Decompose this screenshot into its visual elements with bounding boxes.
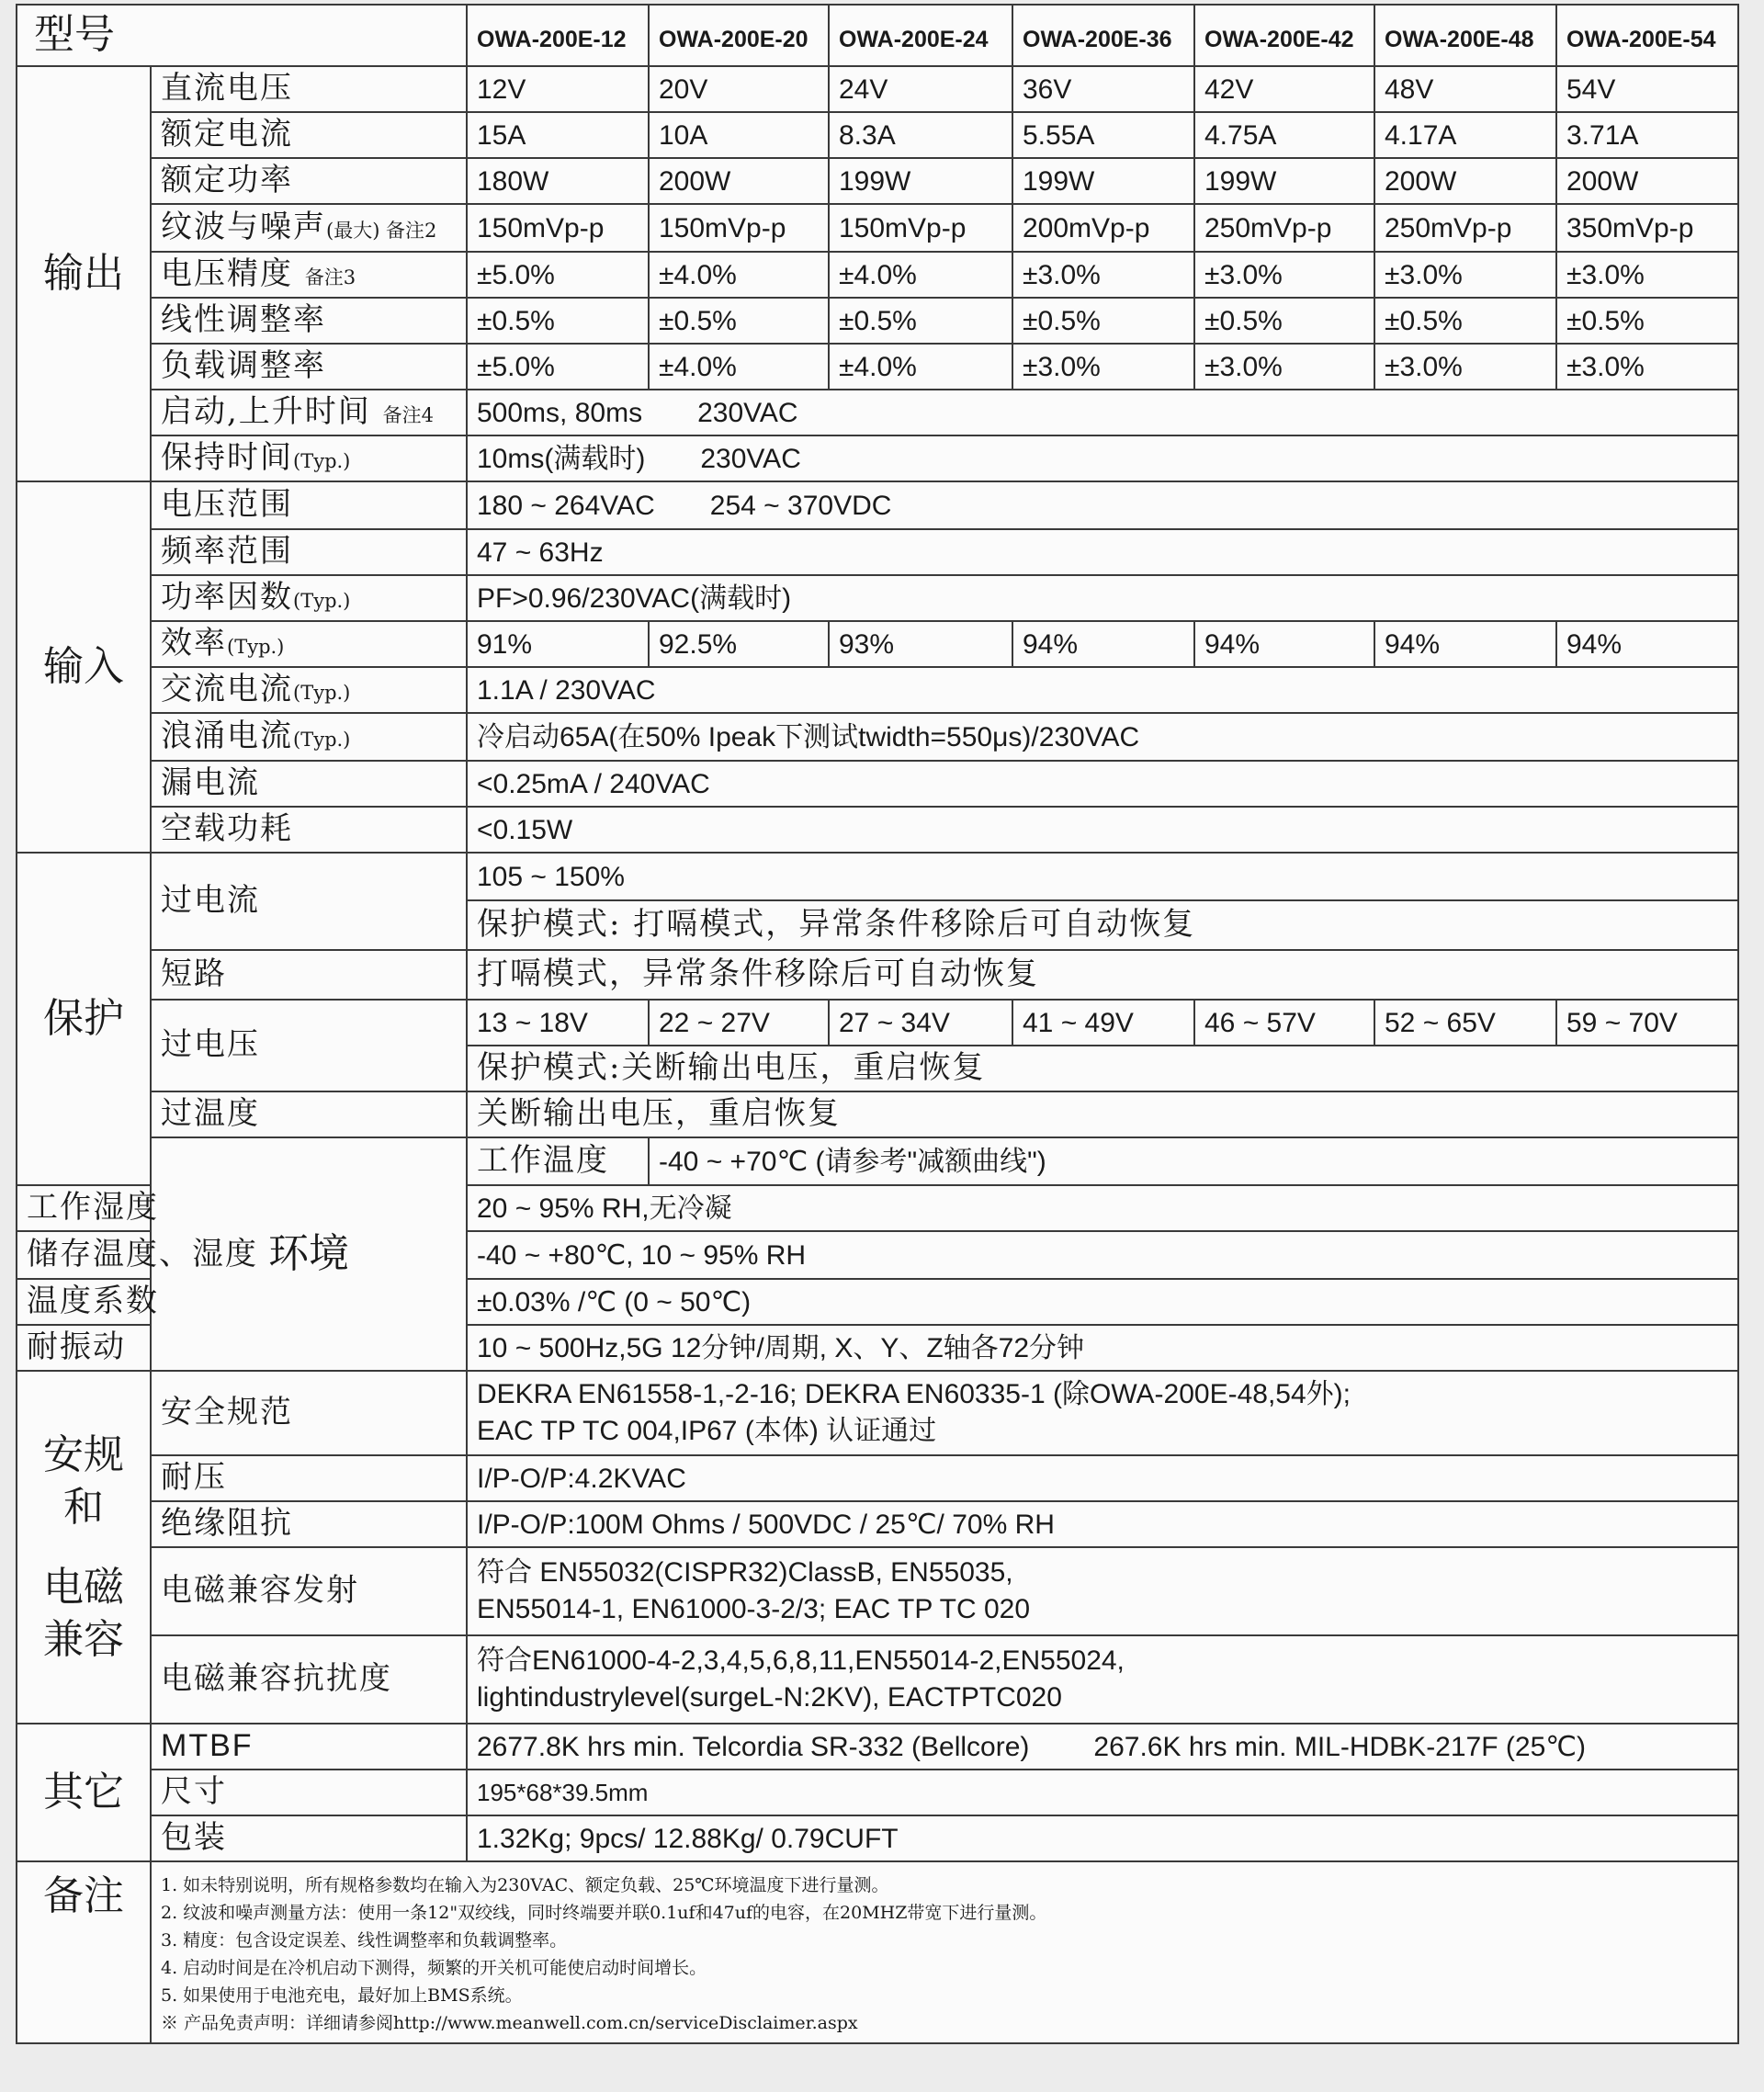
- cell: ±3.0%: [1374, 252, 1556, 298]
- row-label: [151, 204, 467, 252]
- row-label: 电磁兼容发射: [151, 1547, 467, 1635]
- row-short-circuit: [17, 950, 1738, 1000]
- cell: ±3.0%: [1012, 252, 1194, 298]
- cell: ±3.0%: [1194, 252, 1374, 298]
- cell: 94%: [1374, 621, 1556, 667]
- cell: 200W: [649, 158, 829, 204]
- cell: ±0.5%: [1556, 298, 1738, 344]
- cell: 350mVp-p: [1556, 204, 1738, 252]
- row-label: 过电流: [151, 853, 467, 950]
- cell: 94%: [1194, 621, 1374, 667]
- row-voltage-range: [17, 481, 1738, 529]
- label-text: 启动,上升时间: [161, 393, 371, 431]
- cell: ±0.5%: [829, 298, 1012, 344]
- label-note: (最大) 备注2: [326, 220, 437, 243]
- row-rated-current: [17, 112, 1738, 158]
- cell: 冷启动65A(在50% Ipeak下测试twidth=550μs)/230VAC: [467, 713, 1738, 761]
- value-line: EAC TP TC 004,IP67 (本体) 认证通过: [477, 1416, 937, 1446]
- value-line: DEKRA EN61558-1,-2-16; DEKRA EN60335-1 (除OWA-200E-48,54外);: [477, 1378, 1351, 1409]
- cell: 关断输出电压，重启恢复: [467, 1091, 1738, 1137]
- cell: ±3.0%: [1374, 344, 1556, 390]
- cell: 15A: [467, 112, 649, 158]
- row-label: 额定功率: [151, 158, 467, 204]
- model-header: OWA-200E-36: [1012, 5, 1194, 66]
- section-environment: 环境: [151, 1137, 467, 1371]
- row-label: 耐振动: [17, 1325, 151, 1371]
- row-label: 电磁兼容抗扰度: [151, 1635, 467, 1724]
- cell: 46 ~ 57V: [1194, 1000, 1374, 1046]
- row-label: 过温度: [151, 1091, 467, 1137]
- row-label: [151, 435, 467, 481]
- row-label: [151, 390, 467, 435]
- value-condition: 230VAC: [697, 397, 798, 428]
- note-item: 4. 启动时间是在冷机启动下测得，频繁的开关机可能使启动时间增长。: [161, 1958, 707, 1978]
- cell: ±3.0%: [1012, 344, 1194, 390]
- cell: 94%: [1012, 621, 1194, 667]
- note-item: ※ 产品免责声明：详细请参阅http://www.meanwell.com.cn/serviceDisclaimer.aspx: [161, 2013, 858, 2033]
- value: 500ms, 80ms: [477, 397, 643, 428]
- model-title: 型号: [17, 5, 467, 66]
- row-over-current: [17, 853, 1738, 900]
- row-dimension: [17, 1770, 1738, 1815]
- label-text: 交流电流: [161, 671, 293, 708]
- cell: 200mVp-p: [1012, 204, 1194, 252]
- cell: <0.25mA / 240VAC: [467, 761, 1738, 807]
- row-efficiency: [17, 621, 1738, 667]
- cell: 250mVp-p: [1374, 204, 1556, 252]
- label-note: (Typ.): [293, 729, 351, 752]
- cell: 36V: [1012, 66, 1194, 112]
- cell: 打嗝模式，异常条件移除后可自动恢复: [467, 950, 1738, 1000]
- cell: [467, 1547, 1738, 1635]
- label-text: 保持时间: [161, 439, 293, 477]
- label-note: 备注4: [382, 404, 434, 427]
- row-setup-rise-time: [17, 390, 1738, 435]
- cell: 5.55A: [1012, 112, 1194, 158]
- cell: 47 ~ 63Hz: [467, 529, 1738, 575]
- value-line: lightindustrylevel(surgeL-N:2KV), EACTPTC020: [477, 1682, 1062, 1713]
- label-text: 纹波与噪声: [161, 209, 326, 246]
- cell: 13 ~ 18V: [467, 1000, 649, 1046]
- row-mtbf: [17, 1724, 1738, 1770]
- row-no-load-power: [17, 807, 1738, 853]
- cell: ±3.0%: [1556, 344, 1738, 390]
- cell: 10 ~ 500Hz,5G 12分钟/周期, X、Y、Z轴各72分钟: [467, 1325, 1738, 1371]
- cell: 199W: [1194, 158, 1374, 204]
- label-note: (Typ.): [293, 450, 351, 473]
- section-notes: 备注: [17, 1861, 151, 2043]
- section-safety-emc: [17, 1371, 151, 1724]
- row-withstand-voltage: [17, 1455, 1738, 1501]
- row-label: 安全规范: [151, 1371, 467, 1455]
- cell: 4.17A: [1374, 112, 1556, 158]
- cell: 1.1A / 230VAC: [467, 667, 1738, 713]
- value-line: 符合EN61000-4-2,3,4,5,6,8,11,EN55014-2,EN55024,: [477, 1645, 1125, 1676]
- cell: ±0.03% /℃ (0 ~ 50℃): [467, 1279, 1738, 1325]
- cell: ±0.5%: [467, 298, 649, 344]
- row-power-factor: [17, 575, 1738, 621]
- cell: ±3.0%: [1194, 344, 1374, 390]
- cell: 48V: [1374, 66, 1556, 112]
- row-label: 工作温度: [467, 1137, 649, 1185]
- row-label: 短路: [151, 950, 467, 1000]
- spec-table: [16, 4, 1739, 2044]
- row-voltage-tolerance: [17, 252, 1738, 298]
- spec-sheet: [16, 4, 1737, 2044]
- cell: 199W: [829, 158, 1012, 204]
- cell: 保护模式:关断输出电压，重启恢复: [467, 1046, 1738, 1091]
- section-line: 兼容: [43, 1616, 124, 1664]
- cell: 59 ~ 70V: [1556, 1000, 1738, 1046]
- row-label: MTBF: [151, 1724, 467, 1770]
- cell: 150mVp-p: [467, 204, 649, 252]
- model-header: OWA-200E-42: [1194, 5, 1374, 66]
- cell: 180W: [467, 158, 649, 204]
- row-over-voltage: [17, 1000, 1738, 1046]
- row-label: [151, 667, 467, 713]
- label-note: (Typ.): [293, 682, 351, 705]
- model-header: OWA-200E-12: [467, 5, 649, 66]
- model-header: OWA-200E-48: [1374, 5, 1556, 66]
- cell: 20 ~ 95% RH,无冷凝: [467, 1185, 1738, 1231]
- cell: ±0.5%: [1374, 298, 1556, 344]
- row-dc-voltage: [17, 66, 1738, 112]
- value-line: 符合 EN55032(CISPR32)ClassB, EN55035,: [477, 1556, 1013, 1588]
- row-label: 负载调整率: [151, 344, 467, 390]
- cell: ±4.0%: [829, 252, 1012, 298]
- row-label: [151, 621, 467, 667]
- row-ripple-noise: [17, 204, 1738, 252]
- value-condition: 230VAC: [700, 443, 801, 474]
- row-label: [151, 713, 467, 761]
- value-mil: 267.6K hrs min. MIL-HDBK-217F (25℃): [1093, 1731, 1586, 1762]
- row-leakage-current: [17, 761, 1738, 807]
- notes-list: [151, 1861, 1738, 2043]
- label-text: 浪涌电流: [161, 718, 293, 755]
- cell: 42V: [1194, 66, 1374, 112]
- cell: 3.71A: [1556, 112, 1738, 158]
- row-label: 频率范围: [151, 529, 467, 575]
- row-rated-power: [17, 158, 1738, 204]
- cell: 24V: [829, 66, 1012, 112]
- value-dc: 254 ~ 370VDC: [709, 490, 892, 521]
- cell: 94%: [1556, 621, 1738, 667]
- label-note: 备注3: [304, 266, 356, 289]
- row-ac-current: [17, 667, 1738, 713]
- cell: [467, 1635, 1738, 1724]
- cell: 1.32Kg; 9pcs/ 12.88Kg/ 0.79CUFT: [467, 1815, 1738, 1861]
- cell: 52 ~ 65V: [1374, 1000, 1556, 1046]
- row-hold-up-time: [17, 435, 1738, 481]
- row-label: 储存温度、湿度: [17, 1231, 151, 1279]
- cell: 195*68*39.5mm: [467, 1770, 1738, 1815]
- row-label: 尺寸: [151, 1770, 467, 1815]
- row-label: 绝缘阻抗: [151, 1501, 467, 1547]
- cell: ±4.0%: [649, 252, 829, 298]
- cell: ±0.5%: [649, 298, 829, 344]
- row-label: 包装: [151, 1815, 467, 1861]
- section-line: 安规: [43, 1430, 124, 1478]
- cell: [467, 390, 1738, 435]
- section-line: 和: [63, 1483, 104, 1531]
- cell: -40 ~ +70℃ (请参考"减额曲线"): [649, 1137, 1738, 1185]
- cell: <0.15W: [467, 807, 1738, 853]
- label-note: (Typ.): [293, 590, 351, 613]
- cell: 199W: [1012, 158, 1194, 204]
- cell: 150mVp-p: [649, 204, 829, 252]
- row-label: 过电压: [151, 1000, 467, 1091]
- row-load-regulation: [17, 344, 1738, 390]
- value: 2677.8K hrs min. Telcordia SR-332 (Bellcore): [477, 1731, 1030, 1762]
- row-label: 空载功耗: [151, 807, 467, 853]
- cell: ±5.0%: [467, 252, 649, 298]
- cell: PF>0.96/230VAC(满载时): [467, 575, 1738, 621]
- cell: [467, 1371, 1738, 1455]
- label-text: 效率: [161, 625, 227, 662]
- cell: 91%: [467, 621, 649, 667]
- row-label: 工作湿度: [17, 1185, 151, 1231]
- cell: 10A: [649, 112, 829, 158]
- row-label: 漏电流: [151, 761, 467, 807]
- section-others: 其它: [17, 1724, 151, 1861]
- row-inrush-current: [17, 713, 1738, 761]
- cell: [467, 1724, 1738, 1770]
- row-label: 耐压: [151, 1455, 467, 1501]
- cell: ±4.0%: [649, 344, 829, 390]
- cell: ±0.5%: [1012, 298, 1194, 344]
- header-row: [17, 5, 1738, 66]
- row-emc-immunity: [17, 1635, 1738, 1724]
- cell: 41 ~ 49V: [1012, 1000, 1194, 1046]
- cell: 150mVp-p: [829, 204, 1012, 252]
- row-label: 电压范围: [151, 481, 467, 529]
- row-working-temp: [17, 1137, 1738, 1185]
- section-output: 输出: [17, 66, 151, 481]
- note-item: 5. 如果使用于电池充电，最好加上BMS系统。: [161, 1985, 523, 2006]
- cell: 8.3A: [829, 112, 1012, 158]
- model-header: OWA-200E-20: [649, 5, 829, 66]
- model-header: OWA-200E-24: [829, 5, 1012, 66]
- row-label: 温度系数: [17, 1279, 151, 1325]
- row-safety-standards: [17, 1371, 1738, 1455]
- note-item: 2. 纹波和噪声测量方法：使用一条12"双绞线，同时终端要并联0.1uf和47uf的电容，在20MHZ带宽下进行量测。: [161, 1903, 1047, 1923]
- cell: 保护模式: 打嗝模式，异常条件移除后可自动恢复: [467, 900, 1738, 950]
- cell: -40 ~ +80℃, 10 ~ 95% RH: [467, 1231, 1738, 1279]
- cell: 54V: [1556, 66, 1738, 112]
- value: 10ms(满载时): [477, 443, 646, 474]
- note-item: 3. 精度：包含设定误差、线性调整率和负载调整率。: [161, 1930, 568, 1951]
- row-isolation-resistance: [17, 1501, 1738, 1547]
- row-over-temperature: [17, 1091, 1738, 1137]
- cell: ±4.0%: [829, 344, 1012, 390]
- label-note: (Typ.): [227, 636, 285, 659]
- row-packing: [17, 1815, 1738, 1861]
- section-line: 电磁: [43, 1564, 124, 1611]
- cell: 92.5%: [649, 621, 829, 667]
- row-label: 额定电流: [151, 112, 467, 158]
- cell: 105 ~ 150%: [467, 853, 1738, 900]
- cell: I/P-O/P:100M Ohms / 500VDC / 25℃/ 70% RH: [467, 1501, 1738, 1547]
- cell: [467, 435, 1738, 481]
- cell: 4.75A: [1194, 112, 1374, 158]
- row-label: 线性调整率: [151, 298, 467, 344]
- model-header: OWA-200E-54: [1556, 5, 1738, 66]
- row-frequency-range: [17, 529, 1738, 575]
- cell: ±5.0%: [467, 344, 649, 390]
- cell: ±0.5%: [1194, 298, 1374, 344]
- cell: 93%: [829, 621, 1012, 667]
- cell: ±3.0%: [1556, 252, 1738, 298]
- row-line-regulation: [17, 298, 1738, 344]
- section-input: 输入: [17, 481, 151, 853]
- row-notes: [17, 1861, 1738, 2043]
- section-protection: 保护: [17, 853, 151, 1185]
- cell: 20V: [649, 66, 829, 112]
- row-label: [151, 575, 467, 621]
- label-text: 功率因数: [161, 579, 293, 616]
- cell: 200W: [1374, 158, 1556, 204]
- cell: 200W: [1556, 158, 1738, 204]
- cell: 27 ~ 34V: [829, 1000, 1012, 1046]
- row-emc-emission: [17, 1547, 1738, 1635]
- row-label: 直流电压: [151, 66, 467, 112]
- value-line: EN55014-1, EN61000-3-2/3; EAC TP TC 020: [477, 1594, 1031, 1624]
- cell: I/P-O/P:4.2KVAC: [467, 1455, 1738, 1501]
- row-label: [151, 252, 467, 298]
- cell: 250mVp-p: [1194, 204, 1374, 252]
- cell: [467, 481, 1738, 529]
- cell: 22 ~ 27V: [649, 1000, 829, 1046]
- cell: 12V: [467, 66, 649, 112]
- value: 180 ~ 264VAC: [477, 490, 655, 521]
- label-text: 电压精度: [161, 255, 293, 293]
- note-item: 1. 如未特别说明，所有规格参数均在输入为230VAC、额定负载、25℃环境温度下进行量测。: [161, 1875, 889, 1895]
